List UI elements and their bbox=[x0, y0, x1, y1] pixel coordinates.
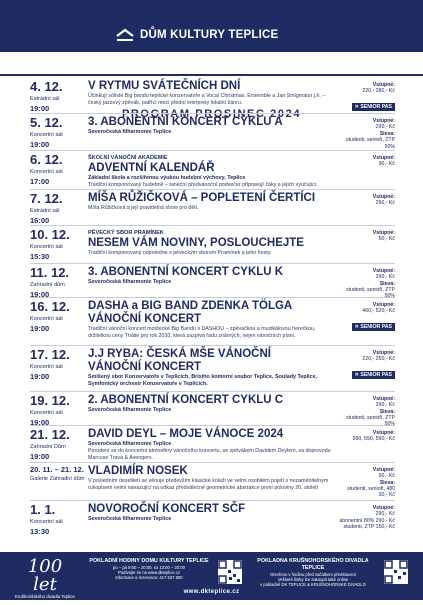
anniversary-subtitle: Kruškonšského divadla Teplice (1924 – 2024) bbox=[15, 594, 75, 605]
price-value: 290,- Kč bbox=[375, 200, 395, 207]
price-value: studenti, senioři, ZTP 50% bbox=[345, 137, 395, 150]
event-row bbox=[30, 392, 395, 426]
event-date bbox=[30, 266, 86, 299]
event-performer: Severočeská filharmonie Teplice bbox=[88, 515, 172, 522]
event-row bbox=[30, 298, 395, 346]
theatre-info bbox=[248, 558, 378, 588]
event-time: 19:00 bbox=[30, 323, 50, 333]
event-day: 11. 12. bbox=[30, 264, 70, 280]
price-label: Sleva: bbox=[379, 408, 395, 415]
event-row bbox=[30, 190, 395, 226]
event-time: 19:00 bbox=[30, 104, 50, 113]
event-venue: Koncertní sál bbox=[30, 315, 63, 322]
event-price bbox=[337, 430, 395, 443]
event-performer: Severočeská filharmonie Teplice bbox=[88, 129, 172, 135]
event-price bbox=[337, 467, 395, 499]
event-venue: Estrádní sál bbox=[30, 207, 60, 214]
event-venue: Koncertní sál bbox=[30, 132, 63, 138]
event-description: Tradiční vánoční koncert mostecké Big Bandu s DASHOU – zpěvačkou a muzikálovou herečkou, držitelkou ceny Thálie pro rok 2010, která zazpívá řadu známých, nejen vánočních písní. bbox=[88, 325, 316, 339]
price-value: abonentní 80% 290,- Kč bbox=[339, 517, 395, 524]
price-value: 90,- Kč bbox=[378, 161, 395, 168]
event-title[interactable]: DAVID DEYL – MOJE VÁNOCE 2024 bbox=[88, 427, 284, 440]
event-price bbox=[337, 230, 395, 243]
event-title[interactable]: DASHA a BIG BAND ZDENKA TÖLGA bbox=[88, 299, 293, 312]
senior-pass-badge: ✕ SENIOR PAS bbox=[352, 103, 395, 111]
event-price bbox=[337, 302, 395, 333]
event-title[interactable]: 2. ABONENTNÍ KONCERT CYKLU C bbox=[88, 393, 284, 406]
event-time: 19:00 bbox=[30, 417, 50, 427]
price-value: 50,- Kč bbox=[378, 236, 395, 243]
event-date bbox=[30, 394, 86, 427]
event-date bbox=[30, 300, 86, 333]
event-row bbox=[30, 426, 395, 463]
event-time: 19:00 bbox=[30, 289, 50, 299]
event-date bbox=[30, 192, 86, 225]
event-row bbox=[30, 78, 395, 114]
event-performer: Severočeská filharmonie Teplice bbox=[88, 440, 172, 447]
event-day: 6. 12. bbox=[30, 152, 63, 167]
event-venue: Koncertní sál bbox=[30, 363, 63, 370]
price-label: Vstupné: bbox=[372, 504, 395, 511]
box-office-info bbox=[84, 558, 214, 581]
event-title[interactable]: NOVOROČNÍ KONCERT SČF bbox=[88, 502, 246, 515]
price-label: Vstupné: bbox=[372, 301, 395, 308]
event-day: 4. 12. bbox=[30, 79, 63, 94]
event-description: Porodení se do koncertní atmosféry vánočního koncertu, se zpěvákem Davidem Deylem, za doprovodu Marcuse Trava & Avengers. bbox=[88, 447, 331, 461]
event-price bbox=[337, 194, 395, 207]
price-label: Vstupné: bbox=[372, 193, 395, 200]
theatre-line: Otevřeno v hodinu před začátkem představení bbox=[270, 572, 356, 577]
price-value: studenti, senioři, 480 30,- Kč bbox=[347, 486, 395, 499]
event-day: 19. 12. bbox=[30, 392, 70, 408]
event-price bbox=[337, 82, 395, 113]
price-label: Vstupné: bbox=[372, 429, 395, 436]
event-title[interactable]: NESEM VÁM NOVINY, POSLOUCHEJTE bbox=[88, 236, 304, 249]
price-value: 290,- Kč bbox=[375, 402, 395, 409]
box-office-line: po – pá 9:00 – 20:00, so 13:00 – 20:00 bbox=[113, 565, 185, 570]
price-label: Vstupné: bbox=[372, 267, 395, 274]
dk-logo-icon bbox=[116, 28, 134, 42]
price-value: studenti, senioři, ZTP 50% bbox=[345, 287, 395, 300]
event-day: 16. 12. bbox=[30, 298, 70, 314]
price-value: studenti, senioři, ZTP 50% bbox=[345, 415, 395, 428]
event-price bbox=[337, 505, 395, 531]
event-time: 19:00 bbox=[30, 140, 50, 149]
price-label: Sleva: bbox=[379, 479, 395, 486]
event-time: 19:00 bbox=[30, 451, 50, 461]
event-date bbox=[30, 465, 86, 483]
event-time: 19:00 bbox=[30, 371, 50, 381]
event-title[interactable]: V RYTMU SVÁTEČNÍCH DNÍ bbox=[88, 80, 241, 92]
event-day: 1. 1. bbox=[30, 501, 56, 517]
event-row bbox=[30, 501, 395, 536]
price-label: Vstupné: bbox=[372, 82, 395, 88]
event-performer: Severočeská filharmonie Teplice bbox=[88, 406, 172, 413]
event-time: 16:00 bbox=[30, 215, 50, 225]
event-day: 20. 11. – 21. 12. bbox=[30, 464, 84, 474]
price-value: 220,- 250,- Kč bbox=[362, 356, 395, 363]
event-title-second-line: VÁNOČNÍ KONCERT bbox=[88, 312, 202, 325]
event-price bbox=[337, 268, 395, 300]
box-office-title: POKLADNÍ HODINY DOMU KULTURY TEPLICE bbox=[89, 558, 209, 564]
theatre-title: POKLADNA KRUŠNOHORSKÉHO DIVADLA TEPLICE bbox=[257, 558, 369, 571]
event-title[interactable]: 3. ABONENTNÍ KONCERT CYKLU K bbox=[88, 265, 284, 278]
theatre-line: v pokladně DK TEPLICE & KRUŠNOHORSKÉ DIVADLO bbox=[260, 582, 366, 588]
price-value: 990, 590, 590,- Kč bbox=[352, 436, 395, 443]
event-venue: Koncertní sál bbox=[30, 169, 63, 175]
event-title[interactable]: VLADIMÍR NOSEK bbox=[88, 464, 188, 477]
brand-name: DŮM KULTURY TEPLICE bbox=[140, 29, 279, 41]
event-description: Tradiční komponovaný hudebně – taneční předvánoční podvečer připravují žáky a jejich vyučující. bbox=[88, 182, 318, 188]
price-value: 50,- Kč bbox=[378, 473, 395, 480]
event-venue: Koncertní sál bbox=[30, 243, 63, 250]
price-value: 460,- 520,- Kč bbox=[362, 308, 395, 315]
event-time: 13:30 bbox=[30, 526, 50, 536]
event-row bbox=[30, 226, 395, 264]
price-value: studenti, ZTP 150,- Kč bbox=[343, 524, 395, 531]
event-description: V posledním desetiletí se věnuje především klasické kolaži ve velmi osobitém pojetí s nezaměnitelným rukopisem velmi navazující na odkaz předválečné geometrické abstrakce první poloviny 20. století bbox=[88, 477, 329, 491]
event-time: 15:30 bbox=[30, 251, 50, 261]
event-price bbox=[337, 396, 395, 428]
qr-code-icon[interactable] bbox=[218, 560, 242, 584]
event-performer: Základní škola a rozšířenou výukou hudební výchovy, Teplice bbox=[88, 175, 246, 181]
price-label: Vstupné: bbox=[372, 466, 395, 473]
event-price bbox=[337, 155, 395, 168]
event-row bbox=[30, 114, 395, 151]
event-performer: Smíšený sbor Konzervatoře v Teplicích, Brixiho komorní soubor Teplice, Soulady Teplice, Symfonický orchestr Konzervatoře v Teplicích. bbox=[88, 373, 318, 387]
price-label: Vstupné: bbox=[372, 229, 395, 236]
event-day: 17. 12. bbox=[30, 346, 70, 362]
event-day: 10. 12. bbox=[30, 226, 70, 242]
event-date bbox=[30, 228, 86, 261]
senior-pass-badge: ✕ SENIOR PAS bbox=[352, 371, 395, 379]
price-label: Vstupné: bbox=[372, 155, 395, 161]
event-title-second-line: VÁNOČNÍ KONCERT bbox=[88, 360, 202, 373]
event-price bbox=[337, 350, 395, 381]
event-row bbox=[30, 151, 395, 190]
price-value: 220,- 280,- Kč bbox=[362, 88, 395, 95]
event-date bbox=[30, 503, 86, 536]
event-venue: Zahradní Dům bbox=[30, 443, 66, 450]
event-venue: Estrádní sál bbox=[30, 96, 60, 102]
event-description: Tradiční komponovaný odpoledne s pěveckým sborem Pramínek a jeho hosty. bbox=[88, 249, 272, 256]
event-kicker: ŠKOLNÍ VÁNOČNÍ AKADEMIE bbox=[88, 155, 168, 161]
event-description: Míša Růžičková a její pravidelná show pro děti. bbox=[88, 204, 199, 211]
event-kicker: PĚVECKÝ SBOR PRAMÍNEK bbox=[88, 229, 164, 236]
event-date bbox=[30, 153, 86, 186]
anniversary-mark bbox=[14, 558, 76, 605]
event-title[interactable]: MÍŠA RŮŽIČKOVÁ – POPLETENÍ ČERTÍCI bbox=[88, 191, 316, 204]
senior-pass-badge: ✕ SENIOR PAS bbox=[352, 323, 395, 331]
event-price bbox=[337, 118, 395, 150]
event-day: 21. 12. bbox=[30, 426, 70, 442]
event-venue: Zahradní dům bbox=[30, 281, 65, 288]
event-list bbox=[30, 78, 395, 536]
price-label: Vstupné: bbox=[372, 118, 395, 124]
event-venue: Koncertní sál bbox=[30, 409, 63, 416]
event-date bbox=[30, 428, 86, 461]
event-title[interactable]: 3. ABONENTNÍ KONCERT CYKLU A bbox=[88, 116, 283, 128]
price-label: Sleva: bbox=[379, 280, 395, 287]
website-link[interactable]: www.dkteplice.cz bbox=[183, 589, 240, 595]
event-date bbox=[30, 348, 86, 381]
event-performer: Severočeská filharmonie Teplice bbox=[88, 278, 172, 285]
qr-code-icon[interactable] bbox=[384, 560, 408, 584]
event-venue: Koncertní sál bbox=[30, 518, 63, 525]
box-office-line: Informace a rezervace: 417 537 600 bbox=[115, 575, 183, 581]
event-day: 5. 12. bbox=[30, 115, 63, 130]
theatre-line: Veškeré lístky lze zakoupit také online bbox=[277, 577, 349, 583]
event-row bbox=[30, 346, 395, 392]
event-date bbox=[30, 80, 86, 113]
price-value: 290,- Kč bbox=[375, 274, 395, 281]
price-label: Vstupné: bbox=[372, 395, 395, 402]
event-title[interactable]: ADVENTNÍ KALENDÁŘ bbox=[88, 162, 215, 174]
event-time: 17:00 bbox=[30, 177, 50, 186]
anniversary-number: 100 let bbox=[27, 556, 63, 595]
event-row bbox=[30, 264, 395, 298]
program-title: PROGRAM PROSINEC 2024 bbox=[0, 106, 423, 122]
price-value: 290,- Kč bbox=[375, 124, 395, 131]
box-office-line: Podívejte se na www.dkteplice.cz bbox=[118, 570, 180, 576]
event-venue: Galerie Zahradní dům bbox=[30, 475, 85, 482]
price-value: 290,- Kč bbox=[375, 511, 395, 518]
price-label: Vstupné: bbox=[372, 349, 395, 356]
event-title[interactable]: J.J RYBA: ČESKÁ MŠE VÁNOČNÍ bbox=[88, 347, 271, 360]
event-day: 7. 12. bbox=[30, 190, 63, 206]
event-date bbox=[30, 116, 86, 149]
event-description: Účinkují sólisté Big bandu teplické konzervatoře a Vocal Christmas, Ensemble a Jan Smigmator j.h. – český jazzový zpěvák, patřící mezi přední interprety lokální žánru. bbox=[88, 93, 326, 106]
price-label: Sleva: bbox=[379, 130, 395, 137]
event-row bbox=[30, 463, 395, 501]
